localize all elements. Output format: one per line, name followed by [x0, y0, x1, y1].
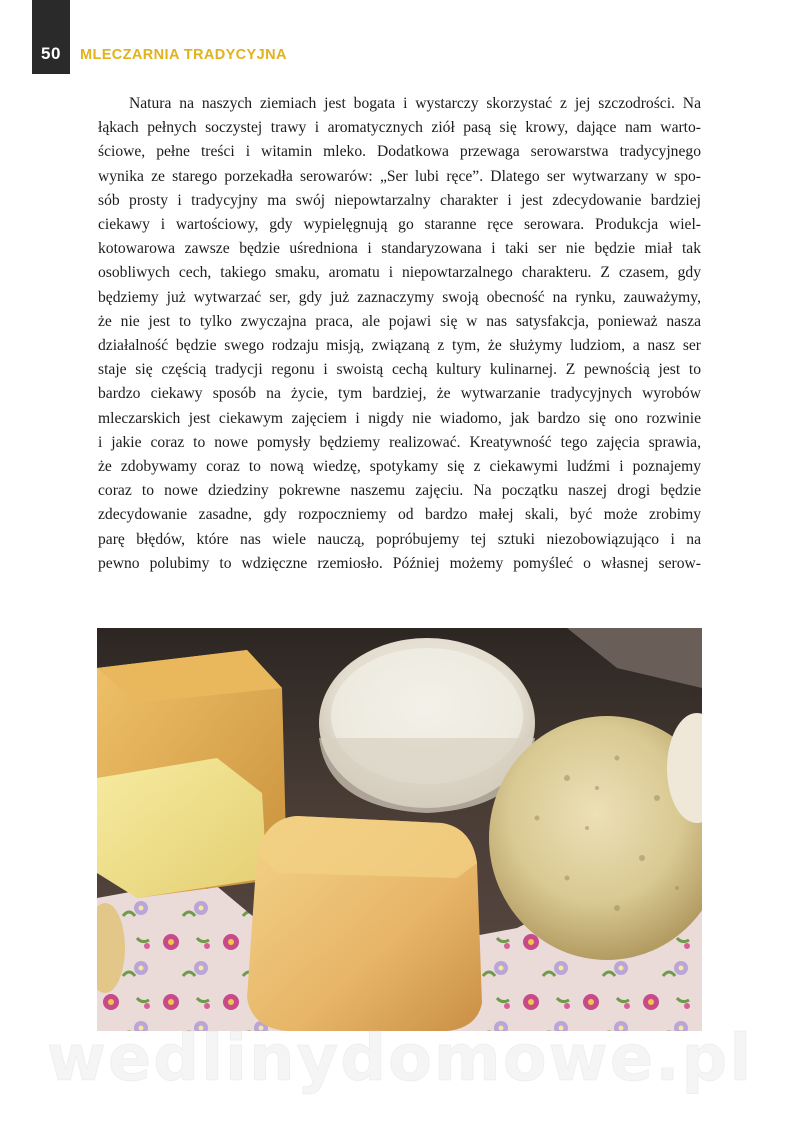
text-line: będziemy już wytwarzać ser, gdy już zaznaczymy swoją obecność na rynku, zauważymy,: [98, 288, 701, 306]
text-line: wynika ze starego porzekadła serowarów: „Ser lubi ręce”. Dlatego ser wytwarzany w spo-: [98, 167, 701, 185]
text-line: osobliwych cech, takiego smaku, aromatu i niepowtarzalnego charakteru. Z czasem, gdy: [98, 264, 701, 282]
text-line: coraz to nowe dziedziny pokrewne naszemu zajęciu. Na początku naszej drogi będzie: [98, 482, 701, 500]
text-line: Natura na naszych ziemiach jest bogata i wystarczy skorzystać z jej szczodrości. Na: [129, 95, 701, 112]
running-head: MLECZARNIA TRADYCYJNA: [80, 47, 287, 63]
page-number: 50: [41, 44, 61, 63]
watermark: wedlinydomowe.pl: [46, 1022, 754, 1096]
text-line: ciekawy i wartościowy, gdy wypielęgnują go staranne ręce serowara. Produkcja wiel-: [98, 216, 701, 234]
text-line: sób prosty i tradycyjny ma swój niepowtarzalny charakter i jest zdecydowanie bardziej: [98, 191, 701, 209]
text-line: działalność będzie swego rodzaju misją, związaną z tym, że służymy ludziom, a nasz ser: [98, 337, 701, 355]
text-line: zdecydowanie zasadne, gdy rozpoczniemy od bardzo małej skali, być może zrobimy: [98, 506, 701, 524]
text-line: pewno polubimy to wdzięczne rzemiosło. Później możemy pomyśleć o własnej serow-: [98, 554, 701, 572]
text-line: łąkach pełnych soczystej trawy i aromatycznych ziół pasą się krowy, dające nam warto-: [98, 119, 701, 137]
text-line: że nie jest to tylko zwyczajna praca, ale pojawi się w nas satysfakcja, ponieważ nasza: [98, 312, 701, 330]
text-line: bardzo ciekawy sposób na życie, tym bardziej, że wytwarzanie tradycyjnych wyrobów: [98, 385, 701, 403]
text-line: parę błędów, które nas wiele nauczą, popróbujemy tej sztuki niezobowiązująco i na: [98, 530, 701, 548]
text-line: mleczarskich jest ciekawym zajęciem i nigdy nie wiadomo, jak bardzo się ono rozwinie: [98, 409, 701, 427]
text-line: staje się częścią tradycji regonu i swoistą cechą kultury kulinarnej. Z pewnością jest to: [98, 361, 701, 379]
text-line: i jakie coraz to nowe pomysły będziemy realizować. Kreatywność tego zajęcia sprawia,: [98, 433, 701, 451]
body-paragraph: [98, 92, 701, 576]
text-line: ściowe, pełne treści i witamin mleko. Dodatkowa przewaga serowarstwa tradycyjnego: [98, 143, 701, 161]
text-line: kotowarowa zawsze będzie uśredniona i standaryzowana i taki ser nie będzie miał tak: [98, 240, 701, 258]
text-line: że zdobywamy coraz to nową wiedzę, spotykamy się z ciekawymi ludźmi i poznajemy: [98, 458, 701, 476]
cheese-photo: [97, 628, 702, 1031]
